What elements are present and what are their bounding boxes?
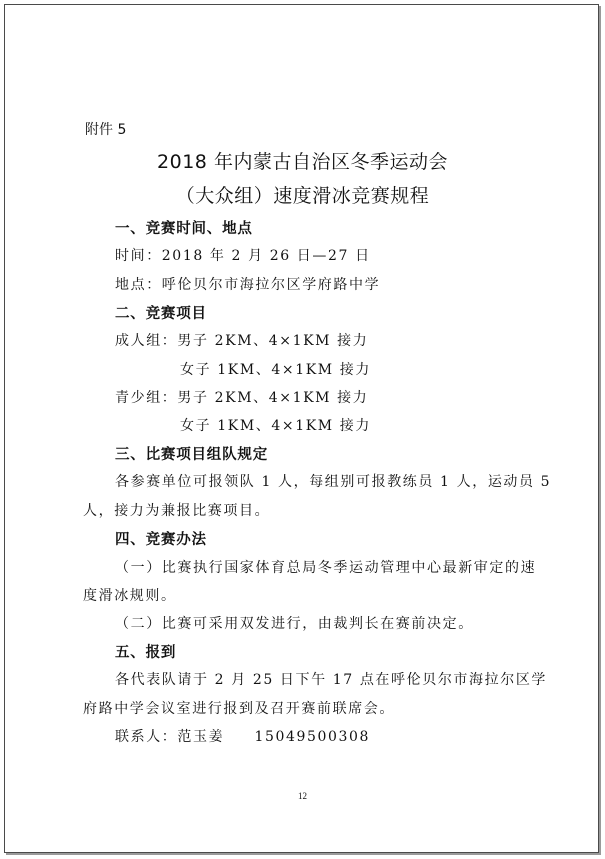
place-line: 地点：呼伦贝尔市海拉尔区学府路中学 [115, 277, 381, 293]
registration-line-2: 府路中学会议室进行报到及召开赛前联席会。 [83, 701, 395, 717]
section-heading-method: 四、竞赛办法 [115, 532, 207, 548]
method-item-2: （二）比赛可采用双发进行，由裁判长在赛前决定。 [115, 616, 474, 632]
title-line-2: （大众组）速度滑冰竞赛规程 [175, 185, 430, 207]
document-page [4, 4, 599, 853]
method-item-1-line-1: （一）比赛执行国家体育总局冬季运动管理中心最新审定的速 [115, 560, 537, 576]
time-line: 时间：2018 年 2 月 26 日—27 日 [115, 248, 371, 264]
attachment-label: 附件 5 [85, 122, 127, 138]
title-line-1: 2018 年内蒙古自治区冬季运动会 [157, 151, 448, 173]
youth-women-line: 女子 1KM、4×1KM 接力 [180, 418, 371, 434]
contact-line: 联系人：范玉姜 15049500308 [115, 729, 371, 745]
section-heading-time-place: 一、竞赛时间、地点 [115, 221, 253, 237]
section-heading-events: 二、竞赛项目 [115, 306, 207, 322]
section-heading-registration: 五、报到 [115, 645, 177, 661]
team-rules-line-1: 各参赛单位可报领队 1 人，每组别可报教练员 1 人，运动员 5 [115, 474, 552, 490]
adult-men-line: 成人组：男子 2KM、4×1KM 接力 [115, 333, 369, 349]
method-item-1-line-2: 度滑冰规则。 [83, 588, 177, 604]
youth-men-line: 青少组：男子 2KM、4×1KM 接力 [115, 390, 369, 406]
team-rules-line-2: 人，接力为兼报比赛项目。 [83, 503, 271, 519]
adult-women-line: 女子 1KM、4×1KM 接力 [180, 362, 371, 378]
section-heading-team-rules: 三、比赛项目组队规定 [115, 447, 268, 463]
registration-line-1: 各代表队请于 2 月 25 日下午 17 点在呼伦贝尔市海拉尔区学 [115, 672, 548, 688]
page-number: 12 [298, 791, 307, 801]
